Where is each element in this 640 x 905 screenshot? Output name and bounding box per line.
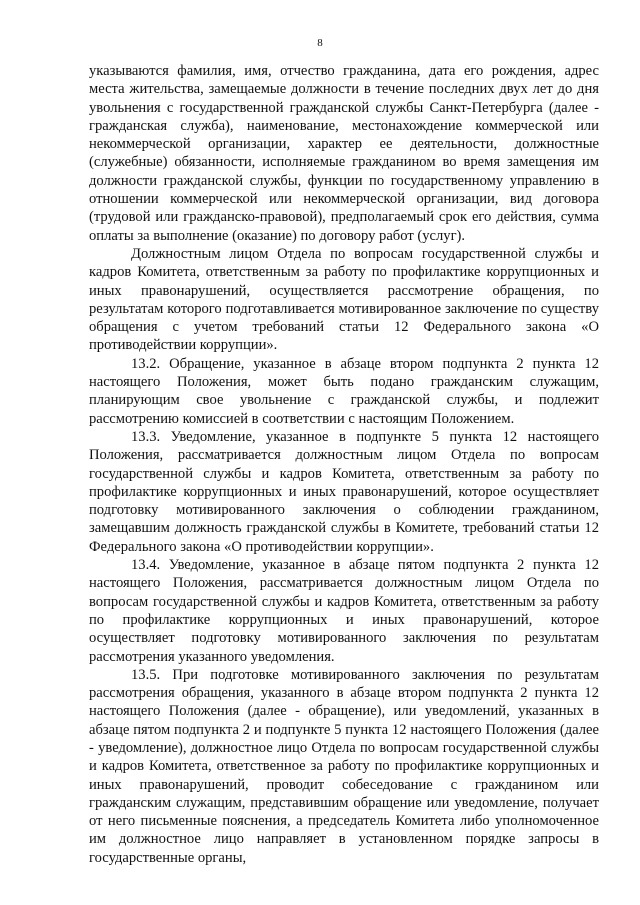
paragraph-13-3: 13.3. Уведомление, указанное в подпункте 5 пункта 12 настоящего Положения, рассматривается должностным лицом Отдела по вопросам государственной службы и кадров Комитета, ответственным за работу по профилактике коррупционных и иных правонарушений, которое осуществляет подготовку мотивированного заключения о соблюдении гражданином, замещавшим должность гражданской службы в Комитете, требований статьи 12 Федерального закона «О противодействии коррупции». xyxy=(89,428,599,555)
paragraph-continuation: указываются фамилия, имя, отчество гражданина, дата его рождения, адрес места жительства, замещаемые должности в течение последних двух лет до дня увольнения с государственной гражданской службы Санкт-Петербурга (далее - гражданская служба), наименование, местонахождение коммерческой или некоммерческой организации, характер ее деятельности, должностные (служебные) обязанности, исполняемые гражданином во время замещения им должности гражданской службы, функции по государственному управлению в отношении коммерческой или некоммерческой организации, вид договора (трудовой или гражданско-правовой), предполагаемый срок его действия, сумма оплаты за выполнение (оказание) по договору работ (услуг). xyxy=(89,63,599,244)
paragraph-official-review: Должностным лицом Отдела по вопросам государственной службы и кадров Комитета, ответственным за работу по профилактике коррупционных и иных правонарушений, осуществляется рассмотрение обращения, по результатам которого подготавливается мотивированное заключение по существу обращения с учетом требований статьи 12 Федерального закона «О противодействии коррупции». xyxy=(89,245,599,354)
page-number: 8 xyxy=(317,37,323,49)
document-body xyxy=(89,62,599,867)
paragraph-13-5: 13.5. При подготовке мотивированного заключения по результатам рассмотрения обращения, указанного в абзаце втором подпункта 2 пункта 12 настоящего Положения (далее - обращение), или уведомлений, указанных в абзаце пятом подпункта 2 и подпункте 5 пункта 12 настоящего Положения (далее - уведомление), должностное лицо Отдела по вопросам государственной службы и кадров Комитета, ответственное за работу по профилактике коррупционных и иных правонарушений, проводит собеседование с гражданином или гражданским служащим, представившим обращение или уведомление, получает от него письменные пояснения, а председатель Комитета либо уполномоченное им должностное лицо направляет в установленном порядке запросы в государственные органы, xyxy=(89,666,599,866)
paragraph-13-4: 13.4. Уведомление, указанное в абзаце пятом подпункта 2 пункта 12 настоящего Положения, рассматривается должностным лицом Отдела по вопросам государственной службы и кадров Комитета, ответственным за работу по профилактике коррупционных и иных правонарушений, которое осуществляет подготовку мотивированного заключения по результатам рассмотрения указанного уведомления. xyxy=(89,557,599,665)
paragraph-13-2: 13.2. Обращение, указанное в абзаце втором подпункта 2 пункта 12 настоящего Положения, может быть подано гражданским служащим, планирующим свое увольнение с гражданской службы, и подлежит рассмотрению комиссией в соответствии с настоящим Положением. xyxy=(89,355,599,427)
